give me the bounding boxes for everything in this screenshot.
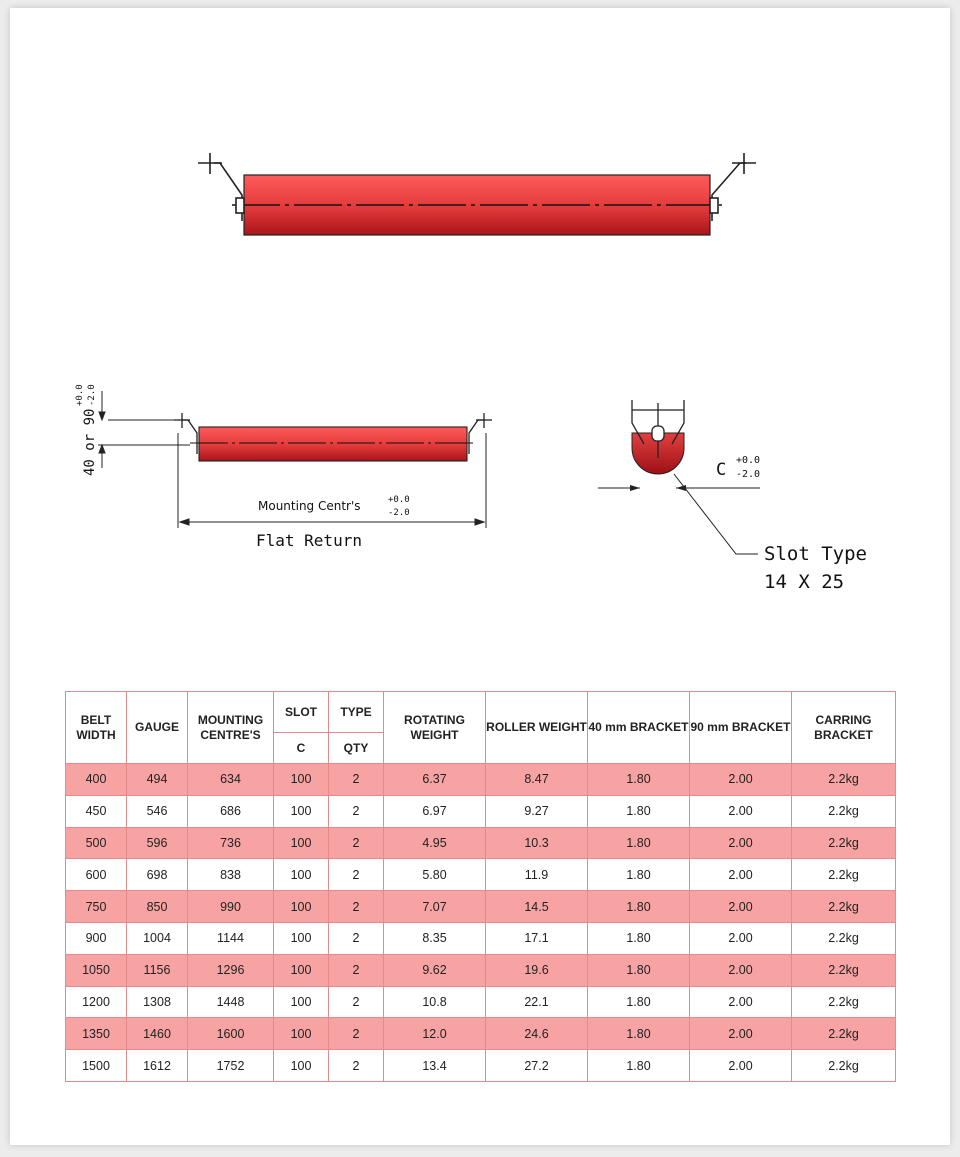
- roller-spec-table: [65, 691, 896, 1082]
- cell-slot-c: 100: [274, 827, 329, 859]
- mounting-label: Mounting Centr's: [258, 499, 361, 513]
- cell-slot-c: 100: [274, 986, 329, 1018]
- header-type: TYPE: [329, 692, 384, 733]
- cell-slot-c: 100: [274, 922, 329, 954]
- cell-rotating-weight: 8.35: [384, 922, 486, 954]
- cell-rotating-weight: 12.0: [384, 1018, 486, 1050]
- large-right-bracket: [710, 153, 756, 221]
- cell-rotating-weight: 6.37: [384, 764, 486, 796]
- cell-gauge: 596: [127, 827, 188, 859]
- cell-carring-bracket: 2.2kg: [792, 1018, 896, 1050]
- spec-sheet-card: [10, 8, 950, 1145]
- height-tol-plus: +0.0: [75, 384, 85, 406]
- spec-table-body: [66, 764, 896, 1082]
- cell-rotating-weight: 4.95: [384, 827, 486, 859]
- mounting-tol-minus: -2.0: [388, 508, 410, 518]
- cell-belt-width: 1350: [66, 1018, 127, 1050]
- cell-bracket-90mm: 2.00: [690, 1050, 792, 1082]
- height-dimension: [98, 391, 190, 468]
- cell-belt-width: 450: [66, 795, 127, 827]
- cell-rotating-weight: 9.62: [384, 954, 486, 986]
- cell-type-qty: 2: [329, 795, 384, 827]
- cell-bracket-90mm: 2.00: [690, 827, 792, 859]
- cell-rotating-weight: 7.07: [384, 891, 486, 923]
- cell-type-qty: 2: [329, 1018, 384, 1050]
- cell-mounting-centres: 1448: [188, 986, 274, 1018]
- cell-roller-weight: 17.1: [486, 922, 588, 954]
- cell-gauge: 1156: [127, 954, 188, 986]
- cell-roller-weight: 22.1: [486, 986, 588, 1018]
- cell-mounting-centres: 1600: [188, 1018, 274, 1050]
- cell-bracket-90mm: 2.00: [690, 986, 792, 1018]
- cell-roller-weight: 19.6: [486, 954, 588, 986]
- cell-mounting-centres: 686: [188, 795, 274, 827]
- cell-bracket-40mm: 1.80: [588, 1018, 690, 1050]
- table-row: [66, 764, 896, 796]
- cell-carring-bracket: 2.2kg: [792, 859, 896, 891]
- cell-belt-width: 400: [66, 764, 127, 796]
- table-row: [66, 1018, 896, 1050]
- table-row: [66, 954, 896, 986]
- cell-carring-bracket: 2.2kg: [792, 986, 896, 1018]
- cell-belt-width: 600: [66, 859, 127, 891]
- header-rotating-weight: ROTATING WEIGHT: [384, 692, 486, 764]
- table-row: [66, 795, 896, 827]
- cell-rotating-weight: 5.80: [384, 859, 486, 891]
- large-left-bracket: [198, 153, 244, 221]
- cell-bracket-90mm: 2.00: [690, 795, 792, 827]
- cell-carring-bracket: 2.2kg: [792, 891, 896, 923]
- cell-bracket-40mm: 1.80: [588, 827, 690, 859]
- cell-type-qty: 2: [329, 954, 384, 986]
- cell-bracket-40mm: 1.80: [588, 954, 690, 986]
- cell-bracket-90mm: 2.00: [690, 764, 792, 796]
- cell-belt-width: 500: [66, 827, 127, 859]
- cell-gauge: 698: [127, 859, 188, 891]
- view-title: Flat Return: [256, 531, 362, 550]
- cell-mounting-centres: 1296: [188, 954, 274, 986]
- cell-carring-bracket: 2.2kg: [792, 1050, 896, 1082]
- cell-gauge: 546: [127, 795, 188, 827]
- cell-slot-c: 100: [274, 795, 329, 827]
- mounting-tol-plus: +0.0: [388, 495, 410, 505]
- cell-bracket-40mm: 1.80: [588, 795, 690, 827]
- cell-slot-c: 100: [274, 859, 329, 891]
- table-row: [66, 986, 896, 1018]
- cell-bracket-40mm: 1.80: [588, 891, 690, 923]
- header-40mm-bracket: 40 mm BRACKET: [588, 692, 690, 764]
- c-tol-minus: -2.0: [736, 469, 761, 480]
- table-row: [66, 1050, 896, 1082]
- header-mounting-centres: MOUNTING CENTRE'S: [188, 692, 274, 764]
- cell-bracket-40mm: 1.80: [588, 859, 690, 891]
- cell-gauge: 1308: [127, 986, 188, 1018]
- cell-roller-weight: 14.5: [486, 891, 588, 923]
- cell-bracket-90mm: 2.00: [690, 954, 792, 986]
- cell-mounting-centres: 634: [188, 764, 274, 796]
- header-roller-weight: ROLLER WEIGHT: [486, 692, 588, 764]
- height-tol-minus: -2.0: [87, 384, 97, 406]
- table-row: [66, 859, 896, 891]
- cell-slot-c: 100: [274, 1050, 329, 1082]
- cell-belt-width: 1050: [66, 954, 127, 986]
- cell-mounting-centres: 1144: [188, 922, 274, 954]
- small-roller-tube: [199, 427, 467, 461]
- cell-bracket-40mm: 1.80: [588, 764, 690, 796]
- slot-type-line2: 14 X 25: [764, 571, 845, 593]
- header-slot: SLOT: [274, 692, 329, 733]
- cell-belt-width: 1200: [66, 986, 127, 1018]
- cell-bracket-40mm: 1.80: [588, 1050, 690, 1082]
- cell-gauge: 1460: [127, 1018, 188, 1050]
- cell-slot-c: 100: [274, 1018, 329, 1050]
- cell-slot-c: 100: [274, 954, 329, 986]
- large-roller-view: [198, 153, 756, 235]
- cell-gauge: 1004: [127, 922, 188, 954]
- cell-roller-weight: 10.3: [486, 827, 588, 859]
- table-row: [66, 922, 896, 954]
- cell-roller-weight: 27.2: [486, 1050, 588, 1082]
- header-carring-bracket: CARRING BRACKET: [792, 692, 896, 764]
- header-90mm-bracket: 90 mm BRACKET: [690, 692, 792, 764]
- cell-type-qty: 2: [329, 922, 384, 954]
- cell-mounting-centres: 736: [188, 827, 274, 859]
- cell-bracket-90mm: 2.00: [690, 1018, 792, 1050]
- flat-return-view: [75, 384, 492, 550]
- cell-type-qty: 2: [329, 827, 384, 859]
- cell-belt-width: 750: [66, 891, 127, 923]
- cell-bracket-90mm: 2.00: [690, 922, 792, 954]
- cell-slot-c: 100: [274, 891, 329, 923]
- cell-rotating-weight: 6.97: [384, 795, 486, 827]
- cell-rotating-weight: 10.8: [384, 986, 486, 1018]
- cell-roller-weight: 24.6: [486, 1018, 588, 1050]
- cell-roller-weight: 9.27: [486, 795, 588, 827]
- cell-rotating-weight: 13.4: [384, 1050, 486, 1082]
- table-row: [66, 891, 896, 923]
- cell-carring-bracket: 2.2kg: [792, 827, 896, 859]
- cell-gauge: 1612: [127, 1050, 188, 1082]
- cell-roller-weight: 11.9: [486, 859, 588, 891]
- c-label: C: [716, 460, 727, 480]
- c-tol-plus: +0.0: [736, 455, 761, 466]
- cell-carring-bracket: 2.2kg: [792, 922, 896, 954]
- cell-roller-weight: 8.47: [486, 764, 588, 796]
- cell-type-qty: 2: [329, 1050, 384, 1082]
- cell-bracket-40mm: 1.80: [588, 922, 690, 954]
- cell-carring-bracket: 2.2kg: [792, 795, 896, 827]
- cell-bracket-90mm: 2.00: [690, 891, 792, 923]
- roller-technical-drawing: [10, 8, 950, 688]
- cell-carring-bracket: 2.2kg: [792, 954, 896, 986]
- cell-belt-width: 1500: [66, 1050, 127, 1082]
- header-type-qty: QTY: [329, 733, 384, 764]
- slot-detail-view: [598, 400, 867, 593]
- header-slot-c: C: [274, 733, 329, 764]
- cell-type-qty: 2: [329, 764, 384, 796]
- slot-type-line1: Slot Type: [764, 543, 867, 565]
- cell-type-qty: 2: [329, 891, 384, 923]
- cell-mounting-centres: 990: [188, 891, 274, 923]
- height-label: 40 or 90: [82, 408, 98, 476]
- cell-mounting-centres: 1752: [188, 1050, 274, 1082]
- cell-slot-c: 100: [274, 764, 329, 796]
- table-row: [66, 827, 896, 859]
- cell-mounting-centres: 838: [188, 859, 274, 891]
- cell-gauge: 850: [127, 891, 188, 923]
- cell-belt-width: 900: [66, 922, 127, 954]
- cell-gauge: 494: [127, 764, 188, 796]
- cell-carring-bracket: 2.2kg: [792, 764, 896, 796]
- cell-bracket-40mm: 1.80: [588, 986, 690, 1018]
- header-belt-width: BELT WIDTH: [66, 692, 127, 764]
- cell-type-qty: 2: [329, 859, 384, 891]
- cell-bracket-90mm: 2.00: [690, 859, 792, 891]
- cell-type-qty: 2: [329, 986, 384, 1018]
- header-gauge: GAUGE: [127, 692, 188, 764]
